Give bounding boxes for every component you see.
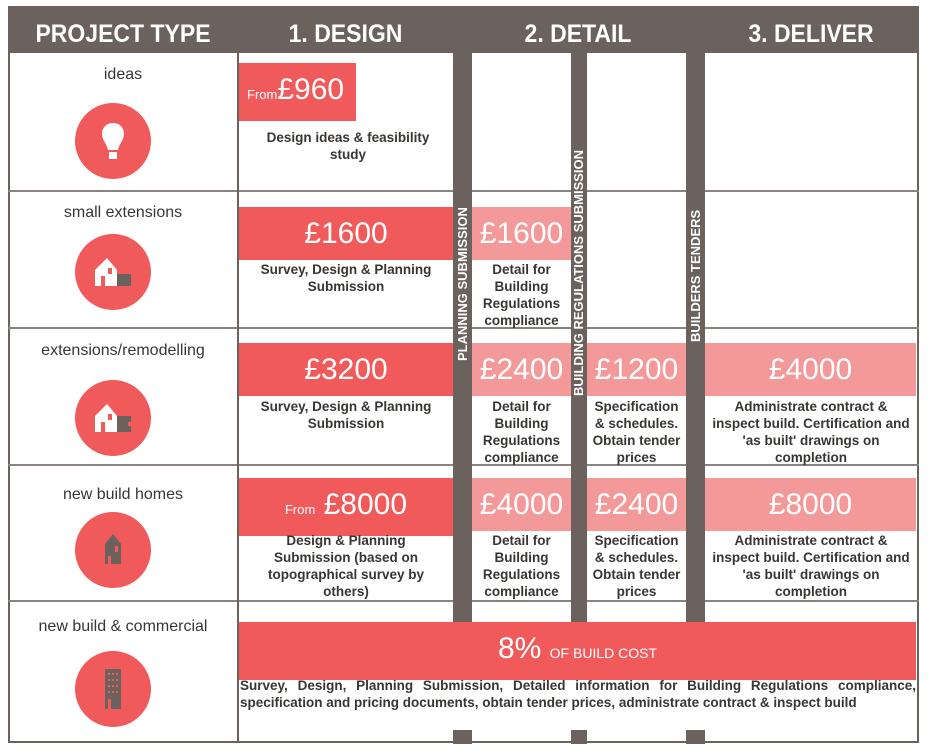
price-prefix: From: [247, 87, 278, 102]
desc-new-build-design: Design & Planning Submission (based on topographical survey by others): [267, 533, 425, 599]
desc-new-build-detail: Detail for Building Regulations compliance: [482, 533, 561, 599]
price-small-ext-design: £1600: [239, 207, 453, 260]
price-value: £960: [277, 73, 345, 106]
lightbulb-icon: [75, 103, 151, 179]
house-extension-icon: [75, 234, 151, 310]
price-prefix: From: [284, 502, 316, 517]
bar-stub: [571, 730, 587, 744]
desc-small-ext-detail: Detail for Building Regulations compliance: [482, 262, 561, 328]
house-remodel-icon: [75, 380, 151, 456]
desc-small-ext-design: Survey, Design & Planning Submission: [260, 262, 432, 294]
project-type-new-build-commercial: new build & commercial: [38, 618, 208, 635]
price-new-build-deliver: £8000: [705, 478, 916, 531]
price-remodel-design: £3200: [239, 343, 453, 396]
new-house-icon: [75, 512, 151, 588]
price-new-build-spec: £2400: [587, 478, 686, 531]
price-commercial-all: [239, 622, 916, 680]
price-ideas-design: [239, 63, 356, 121]
desc-remodel-detail: Detail for Building Regulations compliance: [482, 399, 561, 465]
project-type-small-extensions: small extensions: [63, 204, 183, 221]
price-new-build-detail: £4000: [472, 478, 571, 531]
desc-remodel-design: Survey, Design & Planning Submission: [260, 399, 432, 431]
project-type-extensions-remodelling: extensions/remodelling: [41, 342, 205, 359]
builders-tenders-label: BUILDERS TENDERS: [688, 209, 703, 343]
planning-submission-label: PLANNING SUBMISSION: [455, 207, 470, 361]
price-value: 8%: [497, 632, 542, 665]
project-type-new-build-homes: new build homes: [62, 486, 184, 503]
desc-remodel-spec: Specification & schedules. Obtain tender prices: [592, 399, 681, 465]
bar-stub: [453, 730, 472, 744]
header-project-type: PROJECT TYPE: [35, 20, 211, 48]
price-remodel-deliver: £4000: [705, 343, 916, 396]
building-regs-label: BUILDING REGULATIONS SUBMISSION: [571, 149, 586, 397]
header-design: 1. DESIGN: [288, 20, 403, 48]
price-value: £8000: [323, 488, 408, 521]
desc-ideas-design: Design ideas & feasibility study: [266, 130, 430, 162]
bar-stub: [686, 730, 705, 744]
price-new-build-design: [239, 478, 453, 536]
project-type-ideas: ideas: [103, 66, 143, 83]
office-building-icon: [75, 651, 151, 727]
desc-commercial-all: Survey, Design, Planning Submission, Detailed information for Building Regulations compliance, specification and pricing documents, obtain tender prices, administrate contract & inspect build: [240, 678, 916, 710]
desc-remodel-deliver: Administrate contract & inspect build. Certification and 'as built' drawings on completion: [712, 399, 910, 465]
desc-new-build-spec: Specification & schedules. Obtain tender prices: [592, 533, 681, 599]
header-detail: 2. DETAIL: [524, 20, 632, 48]
desc-new-build-deliver: Administrate contract & inspect build. Certification and 'as built' drawings on completion: [712, 533, 910, 599]
header-deliver: 3. DELIVER: [748, 20, 874, 48]
price-remodel-spec: £1200: [587, 343, 686, 396]
price-small-ext-detail: £1600: [472, 207, 571, 260]
price-remodel-detail: £2400: [472, 343, 571, 396]
price-suffix: OF BUILD COST: [549, 645, 658, 661]
